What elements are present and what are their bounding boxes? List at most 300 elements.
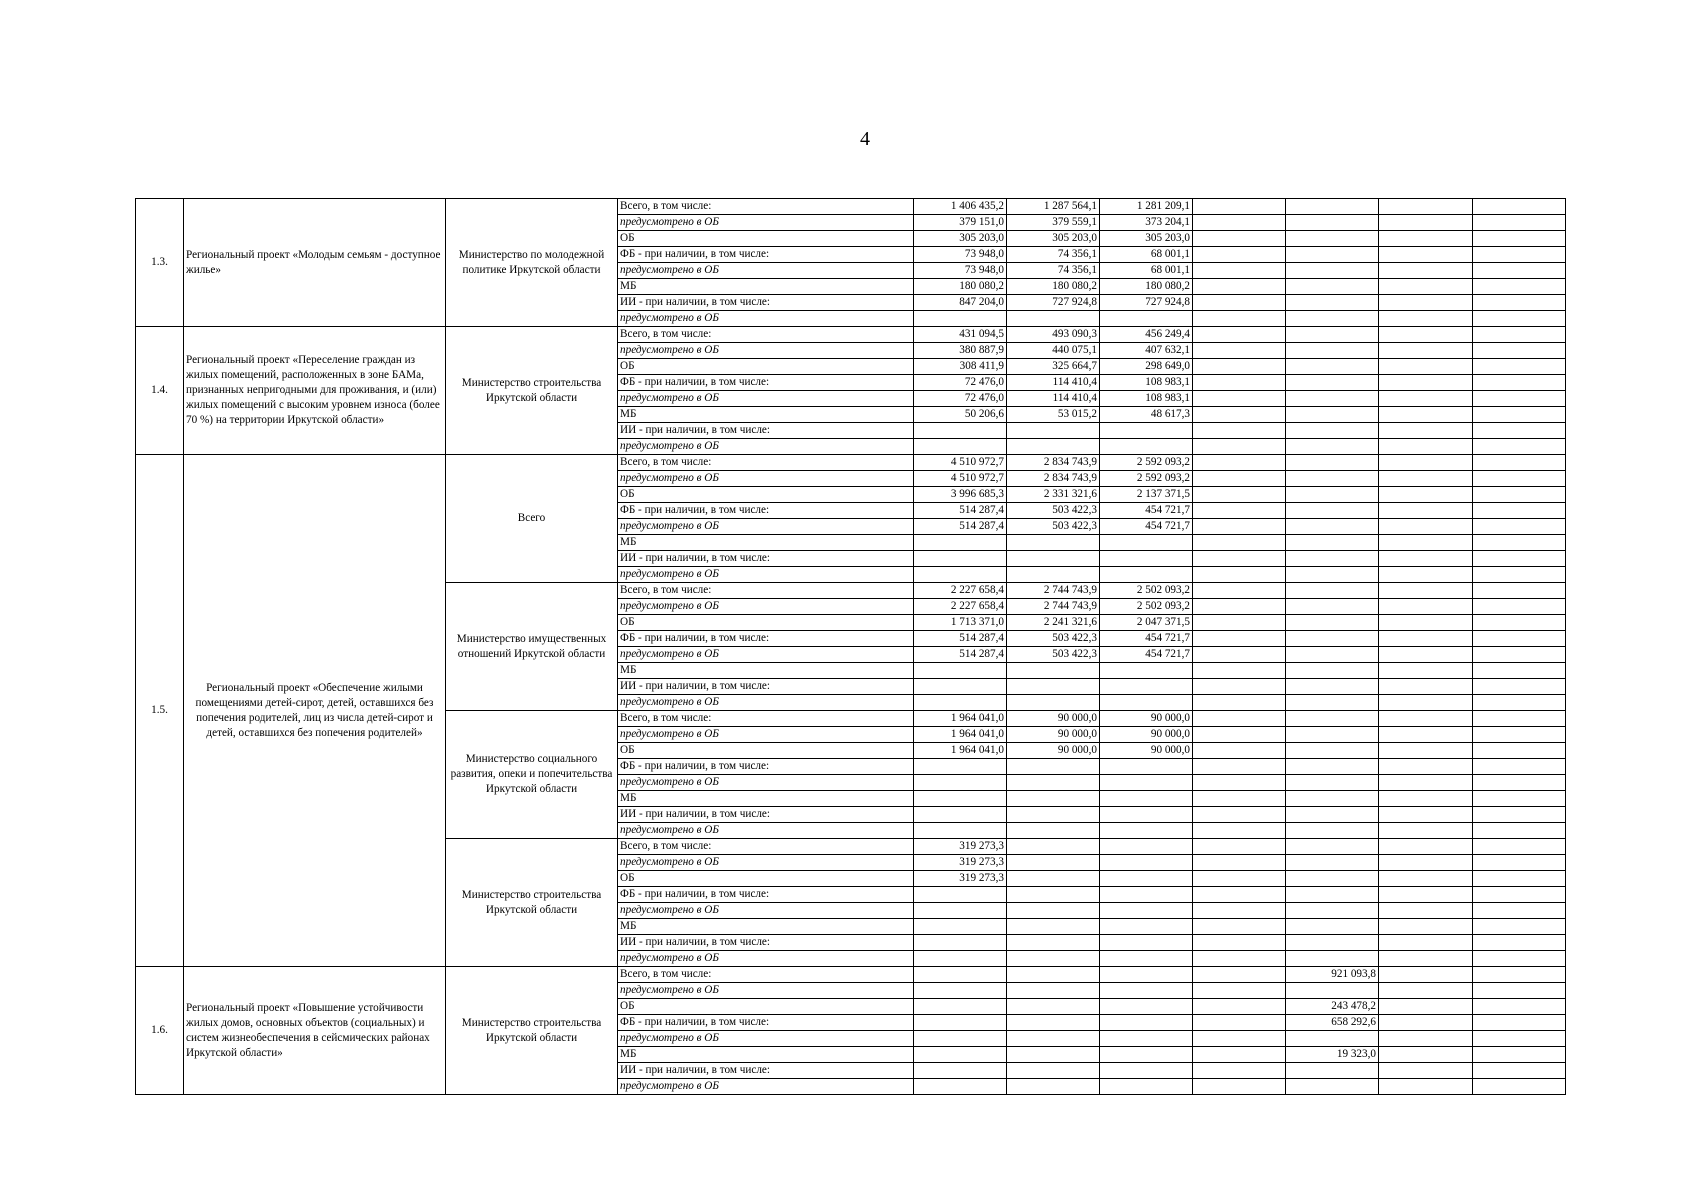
amount-cell <box>1473 487 1566 503</box>
amount-cell: 514 287,4 <box>914 631 1007 647</box>
table-row <box>136 327 1566 343</box>
amount-cell: 50 206,6 <box>914 407 1007 423</box>
amount-cell <box>1286 455 1379 471</box>
amount-cell <box>1379 391 1473 407</box>
amount-cell <box>1379 535 1473 551</box>
funding-source: предусмотрено в ОБ <box>618 903 914 919</box>
funding-source: МБ <box>618 407 914 423</box>
amount-cell <box>1286 359 1379 375</box>
funding-source: ИИ - при наличии, в том числе: <box>618 551 914 567</box>
amount-cell <box>1193 615 1286 631</box>
funding-source: предусмотрено в ОБ <box>618 951 914 967</box>
amount-cell: 72 476,0 <box>914 375 1007 391</box>
amount-cell <box>1379 967 1473 983</box>
amount-cell <box>1379 791 1473 807</box>
amount-cell: 380 887,9 <box>914 343 1007 359</box>
amount-cell: 2 744 743,9 <box>1007 583 1100 599</box>
amount-cell <box>1007 1015 1100 1031</box>
funding-source: ОБ <box>618 615 914 631</box>
amount-cell <box>1473 439 1566 455</box>
executor-name: Министерство строительства Иркутской области <box>446 839 618 967</box>
amount-cell <box>1100 951 1193 967</box>
amount-cell <box>1007 1063 1100 1079</box>
amount-cell <box>1379 679 1473 695</box>
amount-cell <box>1379 311 1473 327</box>
amount-cell <box>1007 679 1100 695</box>
amount-cell: 68 001,1 <box>1100 263 1193 279</box>
amount-cell <box>1007 935 1100 951</box>
amount-cell: 1 964 041,0 <box>914 743 1007 759</box>
amount-cell <box>1193 743 1286 759</box>
amount-cell: 658 292,6 <box>1286 1015 1379 1031</box>
amount-cell <box>1286 375 1379 391</box>
amount-cell <box>1379 919 1473 935</box>
funding-source: МБ <box>618 1047 914 1063</box>
amount-cell <box>1286 1079 1379 1095</box>
amount-cell <box>1379 487 1473 503</box>
amount-cell <box>1193 471 1286 487</box>
amount-cell <box>1100 567 1193 583</box>
amount-cell <box>1379 407 1473 423</box>
amount-cell <box>1286 311 1379 327</box>
funding-source: ОБ <box>618 743 914 759</box>
amount-cell <box>1193 455 1286 471</box>
amount-cell: 108 983,1 <box>1100 391 1193 407</box>
amount-cell: 319 273,3 <box>914 855 1007 871</box>
funding-source: ИИ - при наличии, в том числе: <box>618 423 914 439</box>
amount-cell <box>1379 695 1473 711</box>
budget-table <box>135 198 1566 1095</box>
amount-cell <box>1100 999 1193 1015</box>
amount-cell <box>1286 599 1379 615</box>
amount-cell <box>1473 311 1566 327</box>
amount-cell <box>914 919 1007 935</box>
page-number: 4 <box>860 128 870 150</box>
amount-cell <box>1473 839 1566 855</box>
amount-cell: 407 632,1 <box>1100 343 1193 359</box>
amount-cell <box>1286 919 1379 935</box>
amount-cell <box>914 439 1007 455</box>
amount-cell <box>1286 471 1379 487</box>
amount-cell <box>1193 1015 1286 1031</box>
amount-cell: 3 996 685,3 <box>914 487 1007 503</box>
amount-cell <box>1286 679 1379 695</box>
amount-cell <box>1007 967 1100 983</box>
amount-cell <box>1379 999 1473 1015</box>
amount-cell <box>1379 295 1473 311</box>
funding-source: МБ <box>618 791 914 807</box>
amount-cell <box>1193 359 1286 375</box>
amount-cell: 1 964 041,0 <box>914 727 1007 743</box>
funding-source: ИИ - при наличии, в том числе: <box>618 935 914 951</box>
amount-cell <box>1193 679 1286 695</box>
amount-cell <box>1473 743 1566 759</box>
amount-cell <box>1193 983 1286 999</box>
amount-cell <box>914 1079 1007 1095</box>
amount-cell <box>1473 999 1566 1015</box>
amount-cell: 48 617,3 <box>1100 407 1193 423</box>
amount-cell <box>914 567 1007 583</box>
funding-source: предусмотрено в ОБ <box>618 263 914 279</box>
amount-cell <box>1473 247 1566 263</box>
amount-cell: 493 090,3 <box>1007 327 1100 343</box>
amount-cell <box>1007 311 1100 327</box>
funding-source: Всего, в том числе: <box>618 327 914 343</box>
amount-cell: 90 000,0 <box>1007 743 1100 759</box>
amount-cell <box>1286 535 1379 551</box>
amount-cell <box>1193 791 1286 807</box>
project-name: Региональный проект «Повышение устойчивости жилых домов, основных объектов (социальных) и систем жизнеобеспечения в сейсмических районах Иркутской области» <box>184 967 446 1095</box>
amount-cell: 1 964 041,0 <box>914 711 1007 727</box>
amount-cell <box>1193 775 1286 791</box>
amount-cell <box>1100 311 1193 327</box>
amount-cell <box>914 999 1007 1015</box>
amount-cell <box>1286 775 1379 791</box>
funding-source: ИИ - при наличии, в том числе: <box>618 1063 914 1079</box>
amount-cell: 308 411,9 <box>914 359 1007 375</box>
amount-cell <box>1007 839 1100 855</box>
project-number: 1.4. <box>136 327 184 455</box>
amount-cell <box>1286 295 1379 311</box>
amount-cell <box>1100 423 1193 439</box>
amount-cell <box>1193 631 1286 647</box>
amount-cell <box>1007 663 1100 679</box>
amount-cell <box>1100 1063 1193 1079</box>
amount-cell <box>1286 567 1379 583</box>
funding-source: предусмотрено в ОБ <box>618 775 914 791</box>
amount-cell <box>1100 807 1193 823</box>
amount-cell <box>914 663 1007 679</box>
amount-cell <box>1379 567 1473 583</box>
amount-cell <box>1193 231 1286 247</box>
amount-cell <box>1193 1079 1286 1095</box>
funding-source: предусмотрено в ОБ <box>618 567 914 583</box>
project-name: Региональный проект «Обеспечение жилыми помещениями детей-сирот, детей, оставшихся без попечения родителей, лиц из числа детей-сирот и детей, оставшихся без попечения родителей» <box>184 455 446 967</box>
amount-cell <box>1007 791 1100 807</box>
amount-cell <box>1193 759 1286 775</box>
amount-cell <box>1473 695 1566 711</box>
amount-cell <box>1473 935 1566 951</box>
amount-cell <box>1100 839 1193 855</box>
amount-cell <box>914 535 1007 551</box>
amount-cell <box>1193 551 1286 567</box>
amount-cell <box>1379 775 1473 791</box>
amount-cell <box>1193 919 1286 935</box>
amount-cell <box>1193 903 1286 919</box>
amount-cell <box>1100 855 1193 871</box>
amount-cell <box>1286 487 1379 503</box>
amount-cell <box>1193 967 1286 983</box>
amount-cell: 2 502 093,2 <box>1100 583 1193 599</box>
amount-cell <box>1379 935 1473 951</box>
amount-cell: 114 410,4 <box>1007 391 1100 407</box>
amount-cell: 503 422,3 <box>1007 503 1100 519</box>
amount-cell <box>1473 279 1566 295</box>
amount-cell <box>1193 519 1286 535</box>
amount-cell <box>1100 695 1193 711</box>
funding-source: предусмотрено в ОБ <box>618 1079 914 1095</box>
amount-cell: 503 422,3 <box>1007 519 1100 535</box>
funding-source: ОБ <box>618 871 914 887</box>
amount-cell <box>1473 391 1566 407</box>
amount-cell <box>1193 1063 1286 1079</box>
amount-cell <box>1100 775 1193 791</box>
amount-cell <box>1379 615 1473 631</box>
amount-cell <box>1379 551 1473 567</box>
amount-cell: 72 476,0 <box>914 391 1007 407</box>
amount-cell <box>914 983 1007 999</box>
amount-cell <box>1286 215 1379 231</box>
amount-cell <box>1286 631 1379 647</box>
amount-cell: 2 227 658,4 <box>914 583 1007 599</box>
amount-cell <box>1100 935 1193 951</box>
amount-cell: 727 924,8 <box>1100 295 1193 311</box>
amount-cell <box>1193 391 1286 407</box>
funding-source: ИИ - при наличии, в том числе: <box>618 807 914 823</box>
funding-source: ИИ - при наличии, в том числе: <box>618 295 914 311</box>
amount-cell <box>1286 1031 1379 1047</box>
amount-cell <box>914 807 1007 823</box>
amount-cell <box>914 967 1007 983</box>
amount-cell <box>1286 551 1379 567</box>
amount-cell: 454 721,7 <box>1100 519 1193 535</box>
amount-cell: 454 721,7 <box>1100 647 1193 663</box>
funding-source: ФБ - при наличии, в том числе: <box>618 375 914 391</box>
amount-cell <box>1100 903 1193 919</box>
executor-name: Всего <box>446 455 618 583</box>
amount-cell <box>1379 599 1473 615</box>
amount-cell <box>914 695 1007 711</box>
amount-cell <box>1379 279 1473 295</box>
amount-cell <box>914 1015 1007 1031</box>
amount-cell <box>1193 951 1286 967</box>
amount-cell <box>1379 727 1473 743</box>
amount-cell: 2 502 093,2 <box>1100 599 1193 615</box>
amount-cell <box>1473 455 1566 471</box>
amount-cell <box>1007 567 1100 583</box>
amount-cell: 2 227 658,4 <box>914 599 1007 615</box>
amount-cell <box>1100 551 1193 567</box>
funding-source: ОБ <box>618 487 914 503</box>
amount-cell: 319 273,3 <box>914 871 1007 887</box>
amount-cell: 2 047 371,5 <box>1100 615 1193 631</box>
amount-cell <box>1473 567 1566 583</box>
amount-cell <box>914 775 1007 791</box>
amount-cell <box>914 551 1007 567</box>
amount-cell <box>1379 823 1473 839</box>
amount-cell <box>1286 727 1379 743</box>
amount-cell: 373 204,1 <box>1100 215 1193 231</box>
amount-cell <box>1379 359 1473 375</box>
amount-cell: 2 744 743,9 <box>1007 599 1100 615</box>
amount-cell <box>1007 1031 1100 1047</box>
amount-cell <box>1007 855 1100 871</box>
amount-cell <box>914 423 1007 439</box>
amount-cell <box>1286 391 1379 407</box>
amount-cell <box>1286 615 1379 631</box>
amount-cell <box>1379 343 1473 359</box>
amount-cell <box>1100 1079 1193 1095</box>
amount-cell <box>1379 1063 1473 1079</box>
amount-cell: 73 948,0 <box>914 247 1007 263</box>
amount-cell <box>1473 199 1566 215</box>
amount-cell <box>1193 215 1286 231</box>
amount-cell <box>1473 295 1566 311</box>
amount-cell <box>1193 711 1286 727</box>
amount-cell: 2 834 743,9 <box>1007 455 1100 471</box>
amount-cell <box>1100 967 1193 983</box>
amount-cell <box>1193 407 1286 423</box>
amount-cell <box>1286 663 1379 679</box>
amount-cell <box>1379 887 1473 903</box>
funding-source: ФБ - при наличии, в том числе: <box>618 887 914 903</box>
amount-cell <box>1473 359 1566 375</box>
amount-cell <box>1286 903 1379 919</box>
project-name: Региональный проект «Молодым семьям - доступное жилье» <box>184 199 446 327</box>
amount-cell <box>1473 471 1566 487</box>
amount-cell <box>1379 247 1473 263</box>
amount-cell: 90 000,0 <box>1100 743 1193 759</box>
amount-cell <box>1193 823 1286 839</box>
funding-source: предусмотрено в ОБ <box>618 599 914 615</box>
amount-cell: 180 080,2 <box>1007 279 1100 295</box>
amount-cell <box>1286 823 1379 839</box>
amount-cell: 454 721,7 <box>1100 631 1193 647</box>
amount-cell <box>1007 423 1100 439</box>
executor-name: Министерство социального развития, опеки и попечительства Иркутской области <box>446 711 618 839</box>
amount-cell <box>1193 599 1286 615</box>
amount-cell: 379 559,1 <box>1007 215 1100 231</box>
amount-cell <box>914 311 1007 327</box>
amount-cell: 727 924,8 <box>1007 295 1100 311</box>
amount-cell <box>1379 903 1473 919</box>
amount-cell <box>1193 423 1286 439</box>
amount-cell <box>1100 919 1193 935</box>
amount-cell <box>1193 247 1286 263</box>
amount-cell <box>1193 887 1286 903</box>
funding-source: ФБ - при наличии, в том числе: <box>618 759 914 775</box>
amount-cell <box>1473 663 1566 679</box>
amount-cell <box>1473 327 1566 343</box>
amount-cell <box>1193 1047 1286 1063</box>
amount-cell <box>1473 775 1566 791</box>
amount-cell <box>1379 855 1473 871</box>
amount-cell <box>1379 471 1473 487</box>
amount-cell <box>1007 695 1100 711</box>
table-row <box>136 455 1566 471</box>
amount-cell: 431 094,5 <box>914 327 1007 343</box>
amount-cell <box>1379 631 1473 647</box>
funding-source: предусмотрено в ОБ <box>618 1031 914 1047</box>
funding-source: ФБ - при наличии, в том числе: <box>618 1015 914 1031</box>
amount-cell <box>1473 551 1566 567</box>
amount-cell <box>1100 871 1193 887</box>
amount-cell <box>1379 983 1473 999</box>
project-number: 1.5. <box>136 455 184 967</box>
amount-cell: 2 834 743,9 <box>1007 471 1100 487</box>
amount-cell: 180 080,2 <box>914 279 1007 295</box>
amount-cell <box>1473 791 1566 807</box>
amount-cell <box>1473 631 1566 647</box>
executor-name: Министерство строительства Иркутской области <box>446 967 618 1095</box>
amount-cell <box>1007 919 1100 935</box>
amount-cell <box>1379 951 1473 967</box>
amount-cell <box>914 759 1007 775</box>
amount-cell <box>1286 423 1379 439</box>
amount-cell: 74 356,1 <box>1007 247 1100 263</box>
amount-cell <box>1193 279 1286 295</box>
funding-source: предусмотрено в ОБ <box>618 471 914 487</box>
amount-cell <box>1007 903 1100 919</box>
amount-cell <box>1007 439 1100 455</box>
amount-cell: 114 410,4 <box>1007 375 1100 391</box>
amount-cell <box>1193 1031 1286 1047</box>
funding-source: ОБ <box>618 359 914 375</box>
funding-source: Всего, в том числе: <box>618 583 914 599</box>
amount-cell <box>914 903 1007 919</box>
amount-cell <box>1007 999 1100 1015</box>
amount-cell <box>914 951 1007 967</box>
amount-cell <box>1193 199 1286 215</box>
funding-source: МБ <box>618 663 914 679</box>
amount-cell <box>1007 1047 1100 1063</box>
funding-source: предусмотрено в ОБ <box>618 311 914 327</box>
amount-cell <box>1193 871 1286 887</box>
amount-cell <box>1193 263 1286 279</box>
amount-cell <box>1473 519 1566 535</box>
amount-cell <box>1379 423 1473 439</box>
project-name: Региональный проект «Переселение граждан из жилых помещений, расположенных в зоне БАМа, признанных непригодными для проживания, и (или) жилых помещений с высоким уровнем износа (более 70 %) на территории Иркутской области» <box>184 327 446 455</box>
amount-cell <box>1379 759 1473 775</box>
amount-cell <box>1473 1031 1566 1047</box>
amount-cell <box>1379 215 1473 231</box>
amount-cell <box>1379 263 1473 279</box>
amount-cell <box>1007 551 1100 567</box>
amount-cell <box>1286 1063 1379 1079</box>
funding-source: Всего, в том числе: <box>618 839 914 855</box>
amount-cell: 305 203,0 <box>914 231 1007 247</box>
amount-cell <box>1007 535 1100 551</box>
amount-cell: 503 422,3 <box>1007 647 1100 663</box>
amount-cell <box>1379 231 1473 247</box>
amount-cell <box>1193 375 1286 391</box>
amount-cell <box>1286 343 1379 359</box>
amount-cell <box>1379 503 1473 519</box>
amount-cell <box>1473 215 1566 231</box>
amount-cell <box>914 1031 1007 1047</box>
amount-cell <box>914 791 1007 807</box>
amount-cell <box>1193 647 1286 663</box>
amount-cell <box>1473 711 1566 727</box>
amount-cell: 2 592 093,2 <box>1100 471 1193 487</box>
amount-cell <box>1100 439 1193 455</box>
amount-cell <box>1100 791 1193 807</box>
amount-cell <box>1193 855 1286 871</box>
amount-cell: 53 015,2 <box>1007 407 1100 423</box>
amount-cell: 90 000,0 <box>1100 727 1193 743</box>
amount-cell: 74 356,1 <box>1007 263 1100 279</box>
amount-cell <box>1473 1079 1566 1095</box>
amount-cell <box>1007 823 1100 839</box>
amount-cell: 921 093,8 <box>1286 967 1379 983</box>
amount-cell: 379 151,0 <box>914 215 1007 231</box>
amount-cell: 19 323,0 <box>1286 1047 1379 1063</box>
amount-cell <box>1473 951 1566 967</box>
amount-cell <box>1473 599 1566 615</box>
project-number: 1.3. <box>136 199 184 327</box>
amount-cell <box>1286 839 1379 855</box>
amount-cell <box>1473 855 1566 871</box>
